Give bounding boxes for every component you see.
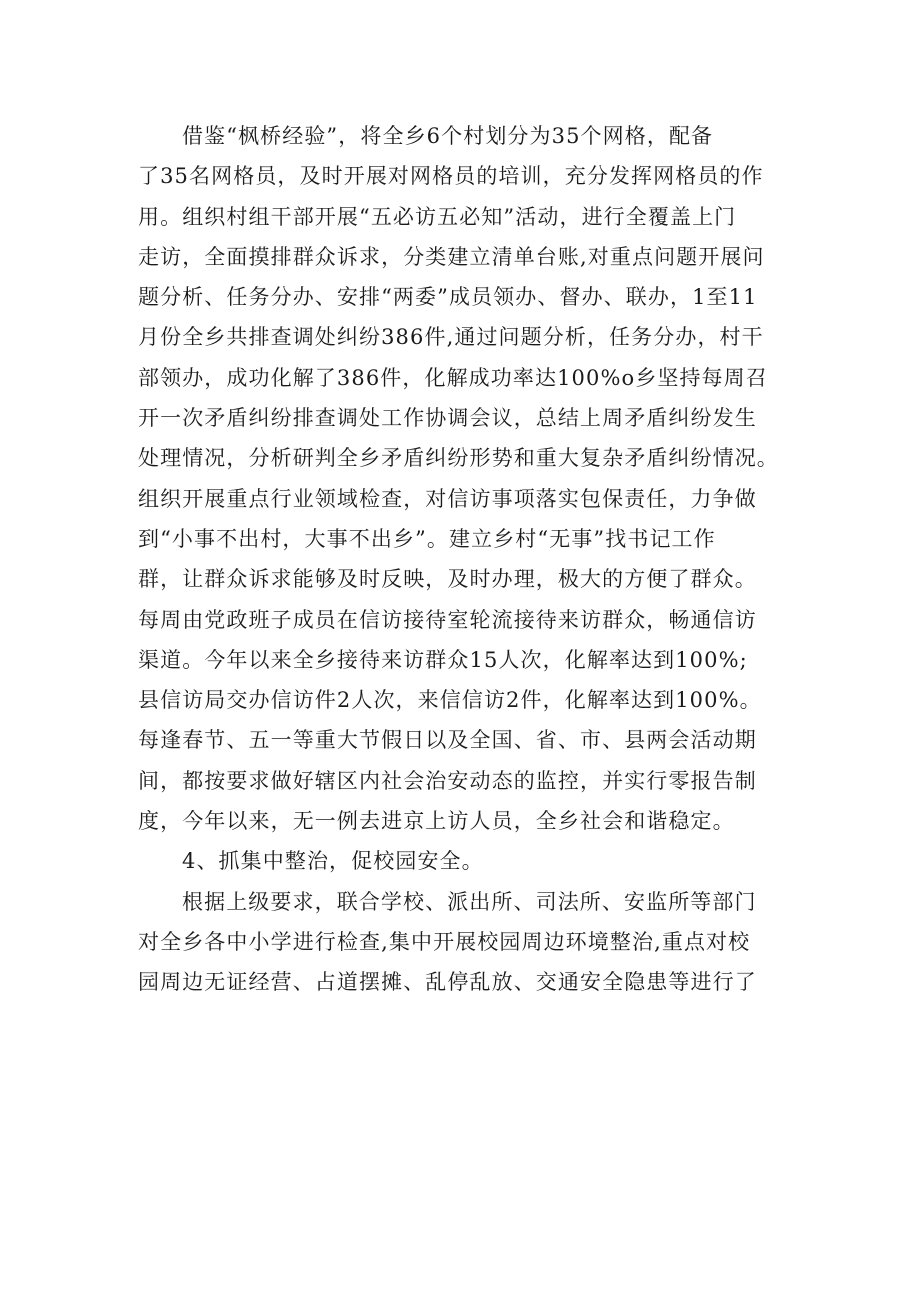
text-line: 开一次矛盾纠纷排查调处工作协调会议，总结上周矛盾纠纷发生 — [138, 406, 757, 431]
text-line: 走访，全面摸排群众诉求，分类建立清单台账,对重点问题开展问 — [138, 244, 765, 269]
section-heading: 4、抓集中整治，促校园安全。 — [182, 849, 484, 874]
text-line: 根据上级要求，联合学校、派出所、司法所、安监所等部门 — [182, 889, 757, 914]
body-text — [138, 116, 798, 1003]
text-line: 渠道。今年以来全乡接待来访群众15人次，化解率达到100%; — [138, 647, 748, 672]
text-line: 用。组织村组干部开展“五必访五必知”活动，进行全覆盖上门 — [138, 204, 737, 229]
text-line: 每逢春节、五一等重大节假日以及全国、省、市、县两会活动期 — [138, 728, 757, 753]
text-line: 群，让群众诉求能够及时反映，及时办理，极大的方便了群众。 — [138, 567, 757, 592]
text-line: 度，今年以来，无一例去进京上访人员，全乡社会和谐稳定。 — [138, 809, 735, 834]
text-line: 间，都按要求做好辖区内社会治安动态的监控，并实行零报告制 — [138, 768, 757, 793]
text-line: 处理情况，分析研判全乡矛盾纠纷形势和重大复杂矛盾纠纷情况。 — [138, 446, 779, 471]
text-line: 园周边无证经营、占道摆摊、乱停乱放、交通安全隐患等进行了 — [138, 970, 757, 995]
text-line: 组织开展重点行业领域检查，对信访事项落实包保责任，力争做 — [138, 486, 757, 511]
text-line: 部领办，成功化解了386件，化解成功率达100%o乡坚持每周召 — [138, 365, 768, 390]
text-line: 题分析、任务分办、安排“两委”成员领办、督办、联办，1至11 — [138, 285, 758, 310]
text-line: 每周由党政班子成员在信访接待室轮流接待来访群众，畅通信访 — [138, 607, 757, 632]
text-line: 了35名网格员，及时开展对网格员的培训，充分发挥网格员的作 — [138, 164, 764, 189]
text-line: 月份全乡共排查调处纠纷386件,通过问题分析，任务分办，村干 — [138, 325, 764, 350]
text-line: 到“小事不出村，大事不出乡”。建立乡村“无事”找书记工作 — [138, 526, 716, 551]
text-line: 对全乡各中小学进行检查,集中开展校园周边环境整治,重点对校 — [138, 929, 751, 954]
text-line: 借鉴“枫桥经验”，将全乡6个村划分为35个网格，配备 — [182, 124, 714, 148]
text-line: 县信访局交办信访件2人次，来信信访2件，化解率达到100%。 — [138, 688, 762, 713]
